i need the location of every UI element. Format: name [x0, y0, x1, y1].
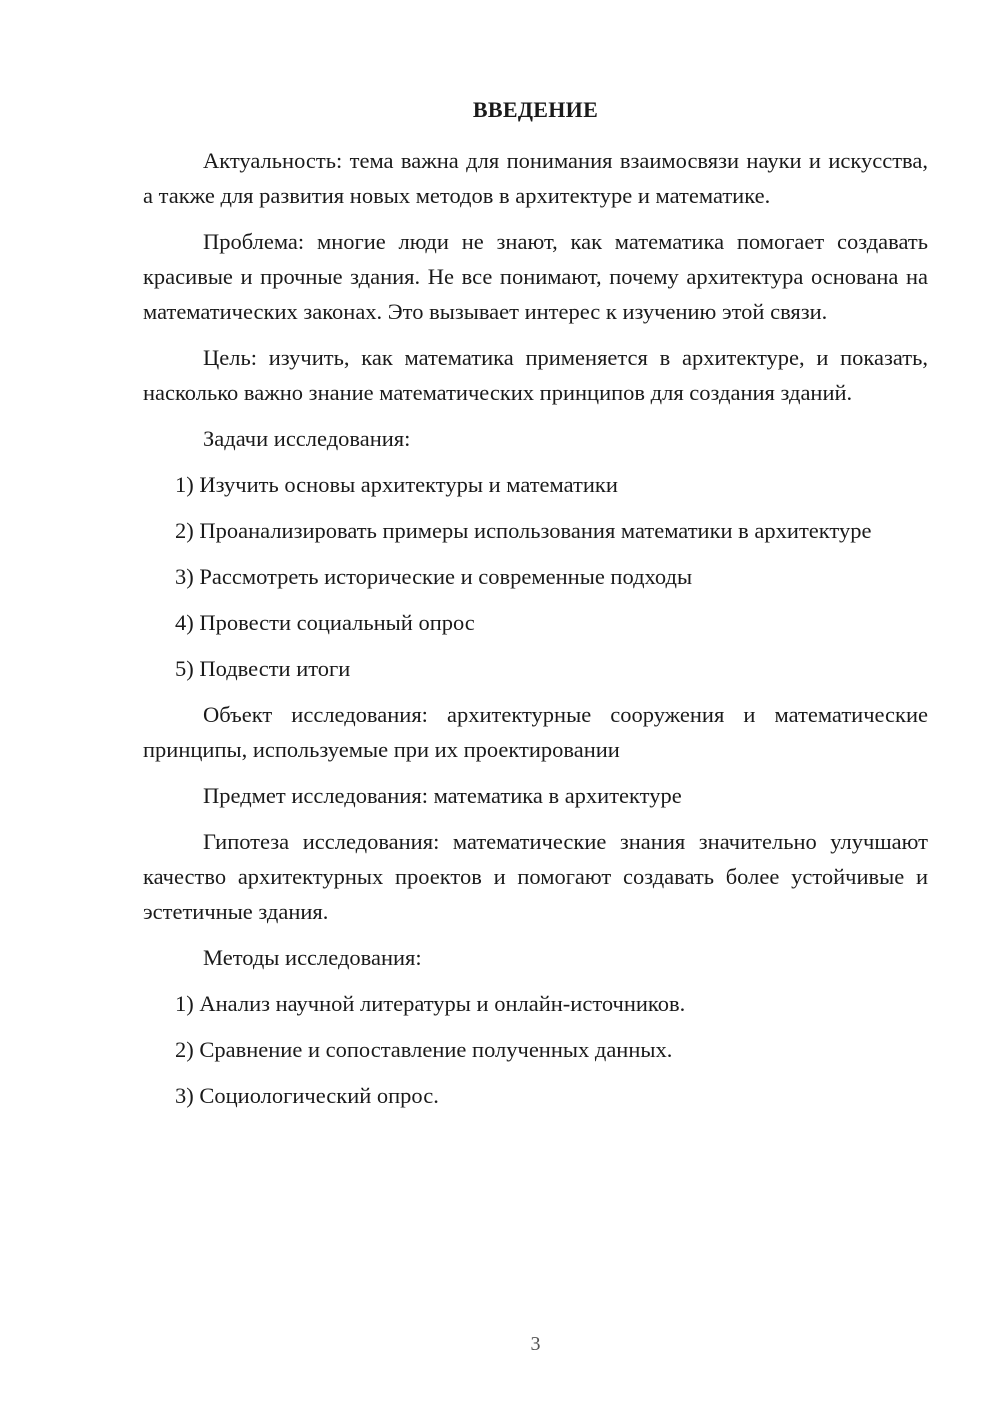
- paragraph-problem: Проблема: многие люди не знают, как математика помогает создавать красивые и прочные здания. Не все понимают, почему архитектура основана на математических законах. Это вызывает интерес к изучению этой связи.: [143, 229, 928, 324]
- paragraph-hypothesis: Гипотеза исследования: математические знания значительно улучшают качество архитектурных проектов и помогают создавать более устойчивые и эстетичные здания.: [143, 829, 928, 924]
- paragraph-relevance: Актуальность: тема важна для понимания взаимосвязи науки и искусства, а также для развития новых методов в архитектуре и математике.: [143, 148, 928, 208]
- page-number: 3: [530, 1333, 541, 1355]
- task-item: 5) Подвести итоги: [175, 656, 351, 681]
- methods-title: Методы исследования:: [203, 945, 422, 970]
- paragraph-subject: Предмет исследования: математика в архитектуре: [203, 783, 682, 808]
- document-body: [143, 143, 928, 1124]
- method-item: 3) Социологический опрос.: [175, 1083, 439, 1108]
- task-item: 3) Рассмотреть исторические и современные подходы: [175, 564, 693, 589]
- paragraph-goal: Цель: изучить, как математика применяется в архитектуре, и показать, насколько важно знание математических принципов для создания зданий.: [143, 345, 928, 405]
- page-title: ВВЕДЕНИЕ: [472, 97, 599, 122]
- document-page: [143, 0, 928, 1414]
- tasks-title: Задачи исследования:: [203, 426, 411, 451]
- task-item: 1) Изучить основы архитектуры и математики: [175, 472, 618, 497]
- task-item: 2) Проанализировать примеры использования математики в архитектуре: [175, 518, 872, 543]
- method-item: 1) Анализ научной литературы и онлайн-источников.: [175, 991, 686, 1016]
- method-item: 2) Сравнение и сопоставление полученных данных.: [175, 1037, 673, 1062]
- task-item: 4) Провести социальный опрос: [175, 610, 475, 635]
- paragraph-object: Объект исследования: архитектурные сооружения и математические принципы, используемые при их проектировании: [143, 702, 928, 762]
